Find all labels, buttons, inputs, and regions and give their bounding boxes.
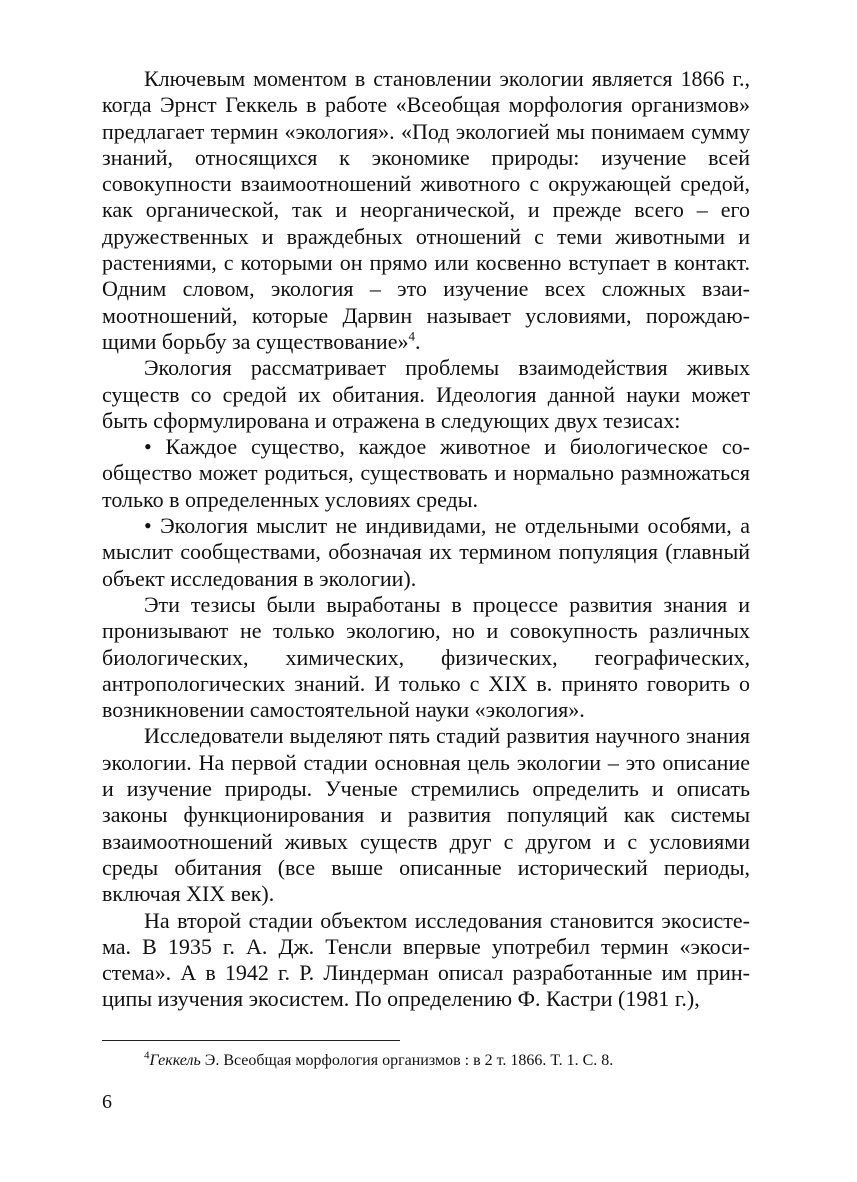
footnote-number: 4 [144, 1049, 150, 1062]
paragraph-ecology-problems: Экология рассматривает проблемы взаимодействия живых существ со средой их обитания. Идеология данной науки может быть сформулирована и отражена в следующих двух тезисах: [102, 355, 750, 433]
footnote-text: Э. Всеобщая морфология организмов : в 2 т. 1866. Т. 1. С. 8. [200, 1052, 614, 1069]
paragraph-thesis-two: • Экология мыслит не индивидами, не отдельными особями, а мыслит сообществами, обозначая их термином популяция (главный объект исследования в экологии). [102, 513, 750, 591]
paragraph-haeckel-text: Ключевым моментом в становлении экологии является 1866 г., когда Эрнст Геккель в работе «Всеобщая морфология организмов» предлагает термин «экология». «Под экологией мы понимаем сумму знаний, относящихся к экономике природы: изучение всей совокупности взаимоотношений животного с окружающей средой, как органической, так и неорганической, и прежде всего – его дружественных и враждебных отношений с теми животными и растениями, с которыми он прямо или косвенно вступает в контакт. Одним словом, экология – это изучение всех сложных взаимоотношений, которые Дарвин называет условиями, порождающими борьбу за существование» [102, 66, 750, 354]
paragraph-thesis-one: • Каждое существо, каждое животное и биологическое сообщество может родиться, существовать и нормально размножаться только в определенных условиях среды. [102, 434, 750, 512]
page-number: 6 [102, 1091, 112, 1113]
paragraph-theses-development: Эти тезисы были выработаны в процессе развития знания и пронизывают не только экологию, но и совокупность различных биологических, химических, физических, географических, антропологических знаний. И только с XIX в. принято говорить о возникновении самостоятельной науки «экология». [102, 591, 750, 723]
main-text [102, 66, 750, 1013]
footnote [102, 1051, 750, 1071]
footnote-reference[interactable]: 4 [408, 328, 415, 344]
paragraph-second-stage: На второй стадии объектом исследования становится экосистема. В 1935 г. А. Дж. Тенсли впервые употребил термин «экосистема». А в 1942 г. Р. Линдерман описал разработанные им принципы изучения экосистем. По определению Ф. Кастри (1981 г.), [102, 907, 750, 1012]
paragraph-haeckel-end: . [414, 328, 421, 354]
paragraph-haeckel-definition [102, 66, 750, 355]
paragraph-first-stage: Исследователи выделяют пять стадий развития научного знания экологии. На первой стадии основная цель экологии – это описание и изучение природы. Ученые стремились определить и описать законы функционирования и развития популяций как системы взаимоотношений живых существ друг с другом и с условиями среды обитания (все выше описанные исторический периоды, включая XIX век). [102, 723, 750, 907]
footnote-author: Геккель [149, 1052, 201, 1069]
footnote-separator [102, 1040, 400, 1041]
